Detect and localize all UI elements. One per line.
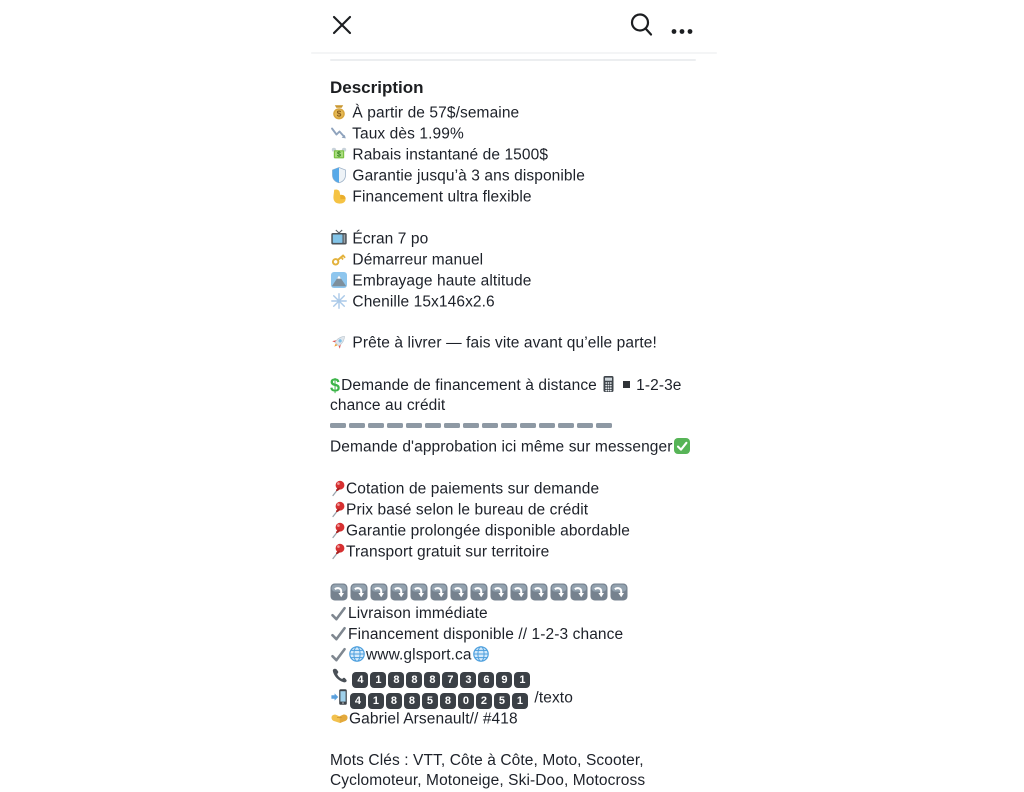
rocket-icon [330, 333, 348, 351]
arrow-down-button-icon [490, 583, 510, 601]
keycap-digit-icon: 2 [476, 693, 492, 709]
dash-icon [558, 423, 574, 428]
shield-icon [330, 166, 348, 184]
more-options-icon[interactable] [671, 22, 693, 40]
pushpin-icon [330, 500, 346, 518]
dash-icon [577, 423, 593, 428]
television-icon [330, 229, 348, 247]
keycap-digit-icon: 4 [350, 693, 366, 709]
description-line: Embrayage haute altitude [330, 271, 706, 292]
description-line: Gabriel Arsenault// #418 [330, 709, 706, 730]
description-body [330, 103, 706, 792]
dash-icon [330, 423, 346, 428]
close-icon[interactable] [330, 13, 354, 42]
dash-icon [463, 423, 479, 428]
keycap-digit-icon: 1 [368, 693, 384, 709]
check-mark-button-icon [673, 437, 691, 455]
keycap-digit-icon: 1 [512, 693, 528, 709]
dash-icon [387, 423, 403, 428]
description-line [330, 583, 706, 604]
keycap-digit-icon: 0 [458, 693, 474, 709]
description-line: $ Rabais instantané de 1500$ [330, 145, 706, 166]
arrow-down-button-icon [350, 583, 370, 601]
description-line: Prix basé selon le bureau de crédit [330, 500, 706, 521]
description-line [330, 354, 706, 375]
description-line [330, 313, 706, 334]
chart-decreasing-icon [330, 124, 348, 142]
money-with-wings-icon [330, 145, 348, 163]
dash-icon [482, 423, 498, 428]
description-line: Garantie jusqu’à 3 ans disponible [330, 166, 706, 187]
description-line: $ À partir de 57$/semaine [330, 103, 706, 124]
description-line [330, 417, 706, 438]
check-mark-icon [330, 605, 348, 622]
keycap-digit-icon: 5 [422, 693, 438, 709]
arrow-down-button-icon [550, 583, 570, 601]
keycap-digit-icon: 1 [370, 672, 386, 688]
flexed-biceps-icon [330, 187, 348, 205]
keycap-digit-icon: 8 [386, 693, 402, 709]
dash-icon [596, 423, 612, 428]
keycap-digit-icon: 6 [478, 672, 494, 688]
black-small-square-icon [623, 381, 630, 388]
dash-icon [539, 423, 555, 428]
keycap-digit-icon: 5 [494, 693, 510, 709]
description-line [330, 458, 706, 479]
arrow-down-button-icon [330, 583, 350, 601]
description-line: Chenille 15x146x2.6 [330, 292, 706, 313]
dash-icon [368, 423, 384, 428]
keycap-digit-icon: 8 [404, 693, 420, 709]
dollar-sign-icon: $ [330, 373, 341, 395]
description-title: Description [330, 78, 424, 97]
description-line: www.glsport.ca [330, 645, 706, 666]
description-line: Taux dès 1.99% [330, 124, 706, 145]
arrow-down-button-icon [530, 583, 550, 601]
description-line: Cotation de paiements sur demande [330, 479, 706, 500]
dash-icon [349, 423, 365, 428]
keycap-digit-icon: 8 [440, 693, 456, 709]
globe-icon [472, 645, 490, 663]
arrow-down-button-icon [450, 583, 470, 601]
description-line: Écran 7 po [330, 229, 706, 250]
description-line: $Demande de financement à distance 1-2-3e chance au crédit [330, 373, 682, 414]
mountain-icon [330, 271, 348, 289]
keycap-digit-icon: 8 [406, 672, 422, 688]
search-icon[interactable] [628, 11, 655, 43]
top-bar [330, 10, 693, 48]
svg-text:$: $ [337, 151, 341, 159]
dash-icon [406, 423, 422, 428]
description-line: Transport gratuit sur territoire [330, 542, 706, 563]
header-divider [330, 59, 696, 61]
arrow-down-button-icon [570, 583, 590, 601]
description-line: Prête à livrer — fais vite avant qu’elle parte! [330, 333, 706, 354]
description-section [330, 77, 706, 792]
pushpin-icon [330, 542, 346, 560]
description-line: Démarreur manuel [330, 250, 706, 271]
description-line: Financement disponible // 1-2-3 chance [330, 625, 706, 646]
sheet-top-divider [311, 52, 717, 54]
check-mark-icon [330, 625, 348, 642]
description-line: Garantie prolongée disponible abordable [330, 521, 706, 542]
description-line [330, 730, 706, 751]
pushpin-icon [330, 521, 346, 539]
handshake-icon [330, 709, 349, 727]
description-line: Demande d'approbation ici même sur messenger [330, 437, 706, 458]
svg-text:$: $ [336, 108, 342, 119]
keycap-digit-icon: 8 [388, 672, 404, 688]
money-bag-icon [330, 103, 348, 121]
keycap-digit-icon: 4 [352, 672, 368, 688]
description-line: Cyclomoteur, Motoneige, Ski-Doo, Motocross [330, 772, 646, 789]
description-line [330, 208, 706, 229]
keycap-digit-icon: 8 [424, 672, 440, 688]
mobile-phone-arrow-icon [330, 688, 350, 706]
dash-icon [425, 423, 441, 428]
globe-icon [348, 645, 366, 663]
arrow-down-button-icon [590, 583, 610, 601]
pocket-calculator-icon [601, 375, 616, 393]
snowflake-icon [330, 292, 348, 310]
dash-icon [520, 423, 536, 428]
arrow-down-button-icon [430, 583, 450, 601]
arrow-down-button-icon [470, 583, 490, 601]
arrow-down-button-icon [610, 583, 630, 601]
description-line: 4 1 8 8 5 8 0 2 5 1 /texto [330, 688, 706, 710]
keycap-digit-icon: 9 [496, 672, 512, 688]
key-icon [330, 250, 348, 268]
description-line: Financement ultra flexible [330, 187, 706, 208]
description-line [330, 563, 706, 584]
keycap-digit-icon: 1 [514, 672, 530, 688]
description-line [330, 666, 706, 688]
telephone-receiver-icon [330, 666, 348, 684]
dash-icon [444, 423, 460, 428]
arrow-down-button-icon [390, 583, 410, 601]
dash-icon [501, 423, 517, 428]
keycap-digit-icon: 7 [442, 672, 458, 688]
arrow-down-button-icon [510, 583, 530, 601]
description-line: Mots Clés : VTT, Côte à Côte, Moto, Scooter, [330, 751, 644, 769]
arrow-down-button-icon [410, 583, 430, 601]
check-mark-icon [330, 646, 348, 663]
pushpin-icon [330, 479, 346, 497]
arrow-down-button-icon [370, 583, 390, 601]
description-line: Livraison immédiate [330, 604, 706, 625]
keycap-digit-icon: 3 [460, 672, 476, 688]
